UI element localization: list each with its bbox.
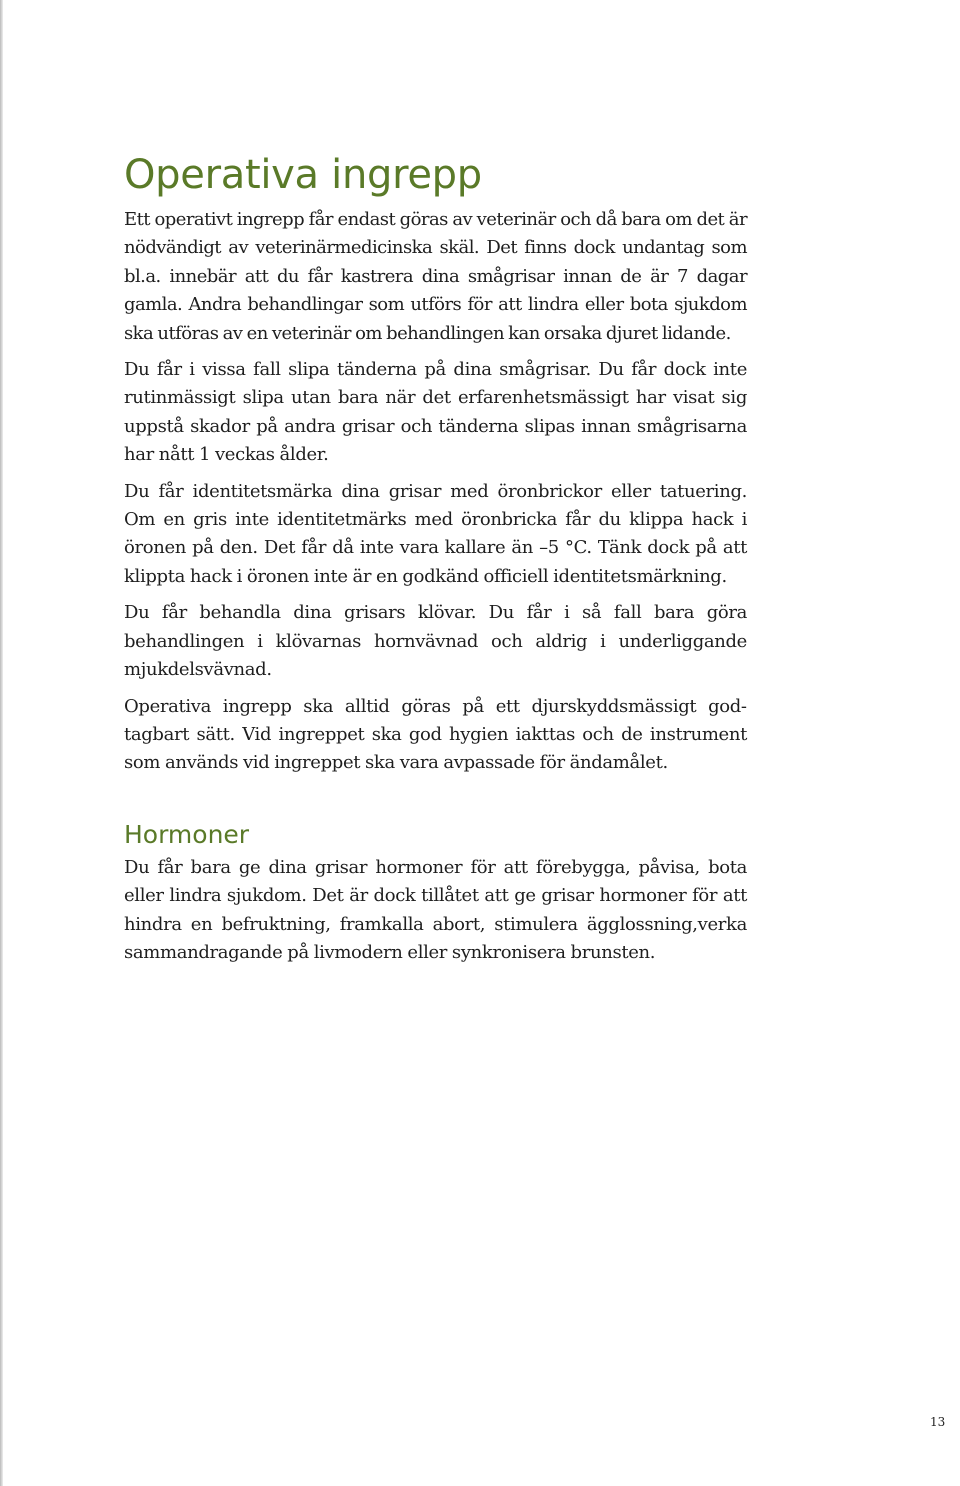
page-number: 13: [930, 1415, 946, 1429]
section-heading-operativa-ingrepp: Operativa ingrepp: [124, 152, 482, 198]
paragraph-identification: Du får identitetsmärka dina grisar med öronbrickor eller tatuering. Om en gris inte identitetmärks med öronbricka får du klippa hack i öronen på den. Det får då inte vara kallare än –5 °C. Tänk dock på att klippta hack i öronen inte är en godkänd officiell identitetsmärkning.: [124, 480, 747, 587]
page-content: [124, 148, 747, 975]
paragraph-hooves: Du får behandla dina grisars klövar. Du får i så fall bara göra behandlingen i klövarnas hornvävnad och aldrig i underliggande mjukdelsvävnad.: [124, 602, 747, 681]
paragraph-procedures: Operativa ingrepp ska alltid göras på ett djurskyddsmässigt godtagbart sätt. Vid ingreppet ska god hygien iakttas och de instrument som används vid ingreppet ska vara avpassade för ändamålet.: [124, 695, 747, 774]
paragraph-hormones: Du får bara ge dina grisar hormoner för att förebygga, påvisa, bota eller lindra sjukdom. Det är dock tillåtet att ge grisar hormoner för att hindra en befruktning, framkalla abort, stimulera ägglossning,verka sammandragande på livmodern eller synkronisera brunsten.: [124, 856, 747, 963]
paragraph-teeth: Du får i vissa fall slipa tänderna på dina smågrisar. Du får dock inte rutinmässigt slipa utan bara när det erfarenhetsmässigt har visat sig uppstå skador på andra grisar och tänderna slipas innan smågrisarna har nått 1 veckas ålder.: [124, 359, 747, 466]
paragraph-intro: Ett operativt ingrepp får endast göras av veterinär och då bara om det är nödvändigt av veterinärmedicinska skäl. Det finns dock undantag som bl.a. innebär att du får kastrera dina smågrisar innan de är 7 dagar gamla. Andra behandlingar som utförs för att lindra eller bota sjukdom ska utföras av en veterinär om behandlingen kan orsaka djuret lidande.: [124, 209, 747, 344]
section-heading-hormoner: Hormoner: [124, 819, 250, 849]
page-edge: [0, 0, 3, 1486]
